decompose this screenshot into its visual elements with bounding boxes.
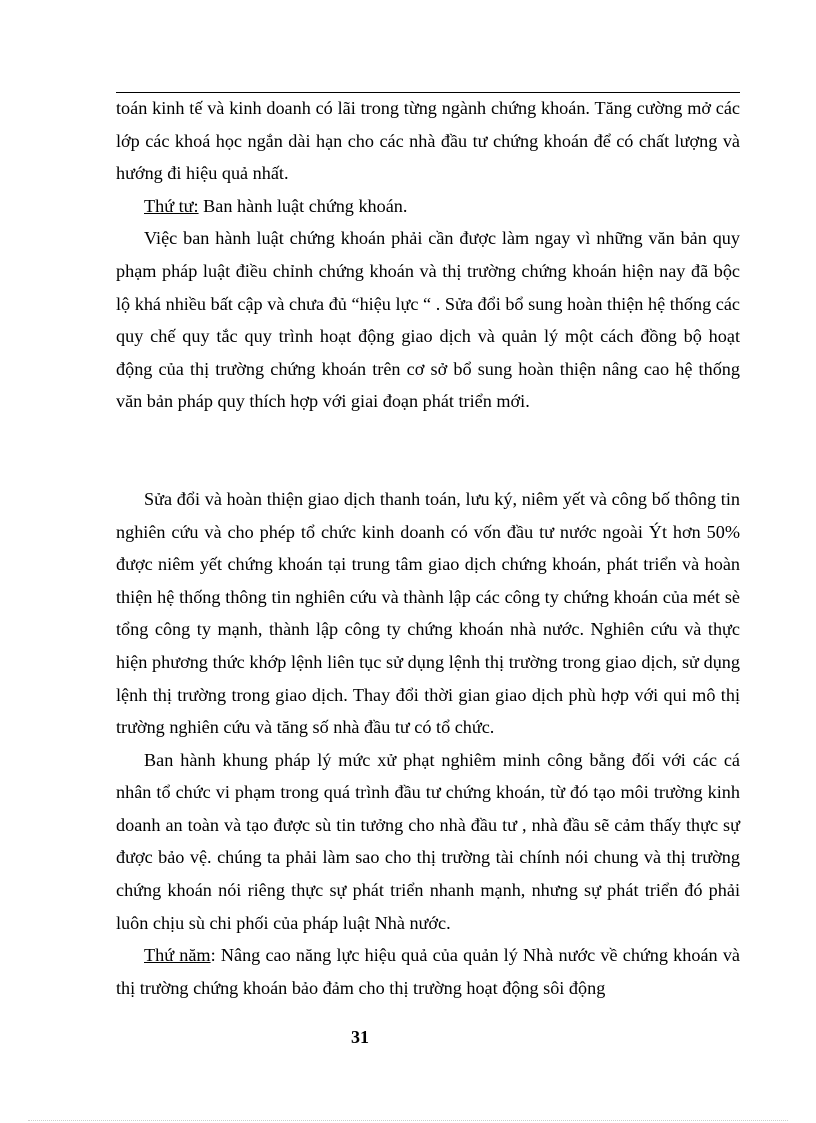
heading-thu-nam (116, 939, 740, 1004)
paragraph-ban-hanh-luat: Việc ban hành luật chứng khoán phải cần được làm ngay vì những văn bản quy phạm pháp luật điều chỉnh chứng khoán và thị trường chứng khoán hiện nay đã bộc lộ khá nhiều bất cập và chưa đủ “hiệu lực “ . Sửa đổi bổ sung hoàn thiện hệ thống các quy chế quy tắc quy trình hoạt động giao dịch và quản lý một cách đồng bộ hoạt động của thị trường chứng khoán trên cơ sở bổ sung hoàn thiện nâng cao hệ thống văn bản pháp quy thích hợp với giai đoạn phát triển mới. (116, 228, 740, 412)
heading-thu-tu-label: Thứ tư: (144, 195, 199, 216)
heading-thu-nam-label: Thứ năm (144, 945, 211, 966)
heading-thu-tu (116, 190, 740, 223)
paragraph-gap (116, 418, 740, 483)
page-bottom-dotted-line (28, 1120, 788, 1121)
paragraph-sua-doi: Sửa đổi và hoàn thiện giao dịch thanh toán, lưu ký, niêm yết và công bố thông tin nghiên cứu và cho phép tổ chức kinh doanh có vốn đầu tư nước ngoài Ýt hơn 50% được niêm yết chứng khoán tại trung tâm giao dịch chứng khoán, phát triển và hoàn thiện hệ thống thông tin nghiên cứu và thành lập các công ty chứng khoán của mét sè tổng công ty mạnh, thành lập công ty chứng khoán nhà nước. Nghiên cứu và thực hiện phương thức khớp lệnh liên tục sử dụng lệnh thị trường trong giao dịch, sử dụng lệnh thị trường trong giao dịch. Thay đổi thời gian giao dịch phù hợp với qui mô thị trường nghiên cứu và tăng số nhà đầu tư có tổ chức. (116, 488, 740, 738)
heading-thu-tu-text: Ban hành luật chứng khoán. (198, 195, 408, 216)
page-body (116, 92, 740, 1004)
paragraph-continuation: toán kinh tế và kinh doanh có lãi trong từng ngành chứng khoán. Tăng cường mở các lớp các khoá học ngắn dài hạn cho các nhà đầu tư chứng khoán để có chất lượng và hướng đi hiệu quả nhất. (116, 98, 740, 184)
paragraph-khung-phap-ly: Ban hành khung pháp lý mức xử phạt nghiêm minh công bằng đối với các cá nhân tổ chức vi phạm trong quá trình đầu tư chứng khoán, từ đó tạo môi trường kinh doanh an toàn và tạo được sù tin tưởng cho nhà đầu tư , nhà đầu sẽ cảm thấy thực sự được bảo vệ. chúng ta phải làm sao cho thị trường tài chính nói chung và thị trường chứng khoán nói riêng thực sự phát triển nhanh mạnh, nhưng sự phát triển đó phải luôn chịu sù chi phối của pháp luật Nhà nước. (116, 749, 740, 933)
heading-thu-nam-text: : Nâng cao năng lực hiệu quả của quản lý Nhà nước về chứng khoán và thị trường chứng khoán bảo đảm cho thị trường hoạt động sôi động (116, 945, 740, 998)
page-number: 31 (351, 1027, 369, 1047)
